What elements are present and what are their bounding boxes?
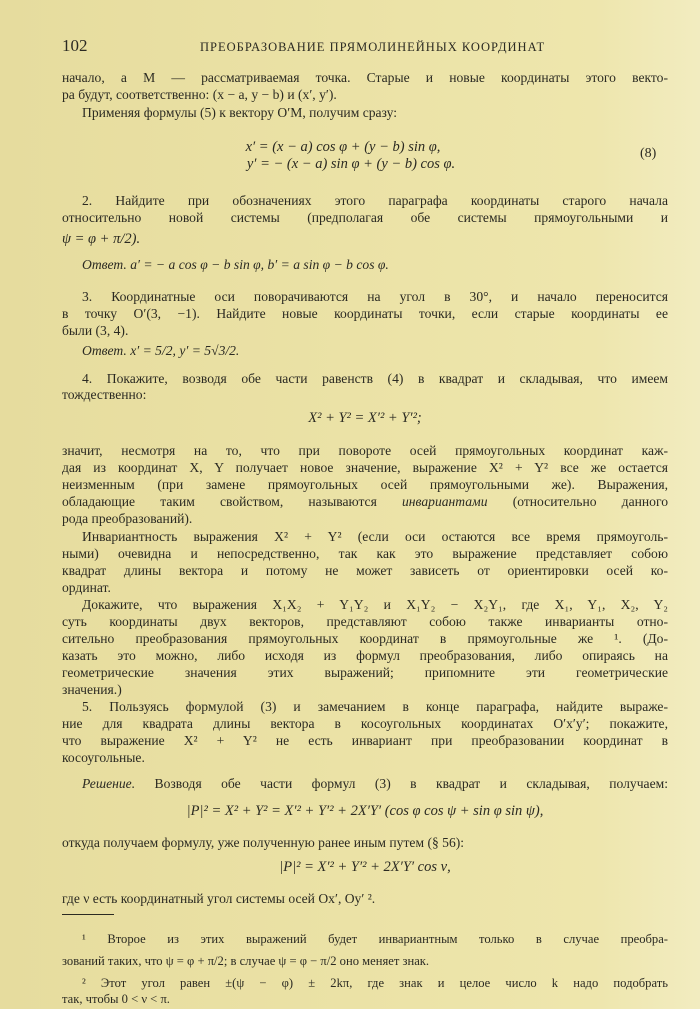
text-line: дая из координат X, Y получает новое значение, выражение X² + Y² все же остается [62,460,668,475]
text-line: рода преобразований). [62,511,193,526]
text-segment: обладающие таким свойством, называются [62,494,402,509]
text-line: геометрические значения этих выражений; припомните эти геометрические [62,665,668,680]
solution-label: Решение. [82,776,136,791]
footnote-2: ² Этот угол равен ±(ψ − φ) ± 2kπ, где знак и целое число k надо подобрать [82,976,668,990]
text-line: неизменным (при замене прямоугольных осей прямоугольными же). Выражения, [62,477,668,492]
text-line: сительно преобразования прямоугольных координат в прямоугольные же ¹. (До- [62,631,668,646]
text-line: были (3, 4). [62,323,129,338]
page-number: 102 [62,36,88,55]
equation-invariant: X² + Y² = X′² + Y′²; [308,410,422,426]
text-line: Инвариантность выражения X² + Y² (если оси остаются все время прямоуголь- [82,529,668,544]
text-line: ψ = φ + π/2). [62,231,141,247]
footnote-1-cont: зований таких, что ψ = φ + π/2; в случае ψ = φ − π/2 оно меняет знак. [62,954,430,968]
footnote-divider [62,914,114,915]
text-line: ными) очевидна и непосредственно, так как это выражение представляет собою [62,546,668,561]
footnote-2-cont: так, чтобы 0 < ν < π. [62,992,170,1006]
text-line: ра будут, соответственно: (x − a, y − b) и (x′, y′). [62,87,337,102]
answer-label: Ответ. [82,343,127,358]
equation-length-oblique: |P|² = X² + Y² = X′² + Y′² + 2X′Y′ (cos φ cos ψ + sin φ sin ψ), [186,803,544,819]
text-line [62,493,668,510]
text-line: в точку O′(3, −1). Найдите новые координаты точки, если старые координаты ее [62,306,668,321]
text-line: откуда получаем формулу, уже полученную ранее иным путем (§ 56): [62,835,465,850]
answer-label: Ответ. [82,257,127,272]
text-line: казать это можно, либо исходя из формул преобразования, либо опираясь на [62,648,668,663]
text-line: Докажите, что выражения X₁X₂ + Y₁Y₂ и X₁Y₂ − X₂Y₁, где X₁, Y₁, X₂, Y₂ [82,597,668,612]
exercise-2: 2. Найдите при обозначениях этого параграфа координаты старого начала [82,193,668,208]
text-line: суть координаты двух векторов, представляют собою также инварианты отно- [62,614,668,629]
text-line: относительно новой системы (предполагая обе системы прямоугольными и [62,210,668,225]
text-line: значит, несмотря на то, что при повороте осей прямоугольных координат каж- [62,443,668,458]
equation-8-line1: x′ = (x − a) cos φ + (y − b) sin φ, [245,139,441,155]
running-title: ПРЕОБРАЗОВАНИЕ ПРЯМОЛИНЕЙНЫХ КООРДИНАТ [200,40,546,54]
exercise-4: 4. Покажите, возводя обе части равенств (4) в квадрат и складывая, что имеем [82,371,668,386]
answer-text: x′ = 5/2, y′ = 5√3/2. [130,343,240,358]
text-line: ние для квадрата длины вектора в косоугольных координатах O′x′y′; покажите, [62,716,668,731]
text-line: тождественно: [62,387,147,402]
equation-8-line2: y′ = − (x − a) sin φ + (y − b) cos φ. [246,156,456,172]
text-line: квадрат длины вектора и потому не может зависеть от ориентировки осей ко- [62,563,668,578]
exercise-3: 3. Координатные оси поворачиваются на угол в 30°, и начало переносится [82,289,668,304]
answer-2 [82,256,668,273]
text-line: что выражение X² + Y² не есть инвариант при преобразовании координат в [62,733,668,748]
text-line: где ν есть координатный угол системы осей Ox′, Oy′ ². [62,891,376,906]
answer-3 [82,342,668,359]
text-segment: (относительно данного [487,494,668,509]
exercise-5: 5. Пользуясь формулой (3) и замечанием в конце параграфа, найдите выраже- [82,699,668,714]
solution-text: Возводя обе части формул (3) в квадрат и складывая, получаем: [135,776,668,791]
footnote-1: ¹ Второе из этих выражений будет инвариантным только в случае преобра- [82,932,668,946]
equation-number: (8) [640,146,657,161]
text-line: Применяя формулы (5) к вектору O′M, получим сразу: [82,105,398,120]
answer-text: a′ = − a cos φ − b sin φ, b′ = a sin φ − b cos φ. [130,257,389,272]
solution-line [82,775,668,792]
text-line: косоугольные. [62,750,145,765]
text-line: ординат. [62,580,111,595]
text-line: значения.) [62,682,122,697]
term-invariants: инвариантами [402,494,488,509]
text-line: начало, а M — рассматриваемая точка. Старые и новые координаты этого векто- [62,70,668,85]
equation-length-final: |P|² = X′² + Y′² + 2X′Y′ cos ν, [279,859,451,875]
